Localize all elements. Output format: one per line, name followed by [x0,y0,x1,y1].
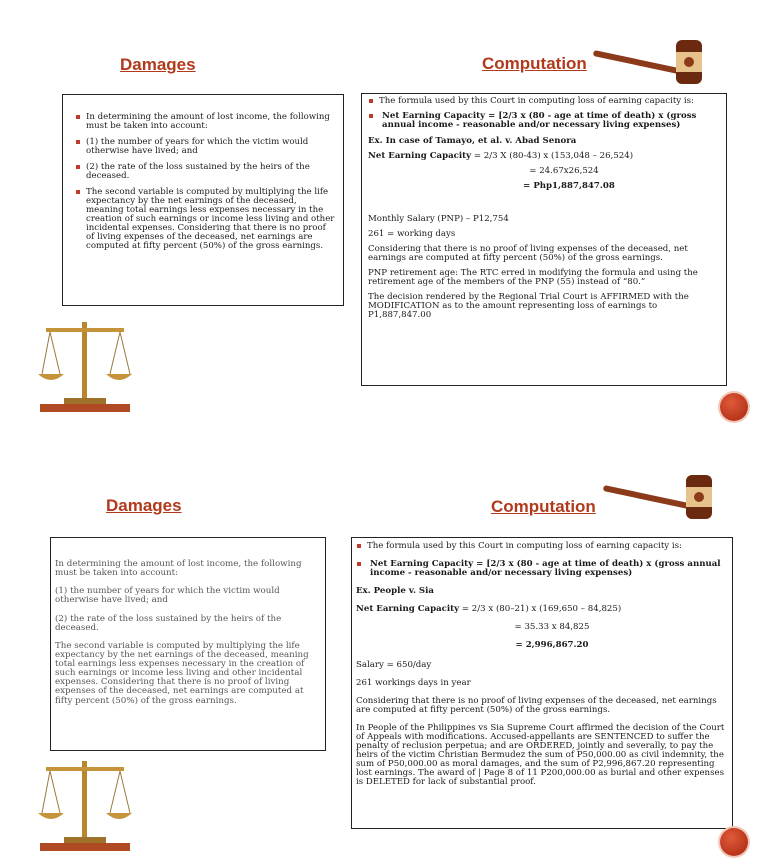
nec-result: = 2,996,867.20 [515,640,589,651]
damages-title: Damages [106,496,182,515]
damages-paragraph: (1) the number of years for which the victim would otherwise have lived; and [55,586,280,606]
nec-step-1: = 24.67x26,524 [529,166,599,177]
damages-item: (1) the number of years for which the victim would otherwise have lived; and [75,138,335,156]
formula-intro: The formula used by this Court in computing loss of earning capacity is: [368,97,720,106]
damages-item: In determining the amount of lost income, the following must be taken into account: [75,113,335,131]
case-name: Ex. In case of Tamayo, et al. v. Abad Senora [368,136,577,147]
decision-note: The decision rendered by the Regional Trial Court is AFFIRMED with the MODIFICATION as to the amount representing loss of earnings to P1,887,847.00 [368,292,689,321]
living-expenses-note: Considering that there is no proof of living expenses of the deceased, net earnings are computed at fifty percent (50%) of the gross earnings. [368,244,688,264]
damages-title: Damages [120,55,196,74]
working-days: 261 workings days in year [356,678,471,689]
working-days: 261 = working days [368,229,456,240]
formula-intro: The formula used by this Court in computing loss of earning capacity is: [356,542,728,551]
salary: Salary = 650/day [356,660,432,671]
damages-box [50,537,326,751]
monthly-salary: Monthly Salary (PNP) – P12,754 [368,214,509,225]
damages-item: (2) the rate of the loss sustained by the heirs of the deceased. [75,163,335,181]
slide-2 [0,433,768,866]
nec-result: = Php1,887,847.08 [523,181,615,192]
decorative-circle-icon [720,393,748,421]
nec-equation: Net Earning Capacity = 2/3 X (80-43) x (153,048 – 26,524) [368,151,634,162]
formula: Net Earning Capacity = [2/3 x (80 - age at time of death) x (gross annual income - reasonable and/or necessary living expenses) [368,112,720,130]
computation-title: Computation [491,497,596,516]
nec-step-1: = 35.33 x 84,825 [514,622,590,633]
gavel-icon [602,473,722,523]
damages-paragraph: The second variable is computed by multiplying the life expectancy by the net earnings of the deceased, meaning total earnings less expenses necessary in the creation of such earnings or income less living and other incidental expenses. Considering that there is no proof of living expenses of the deceased, net earnings are computed at fifty percent (50%) of the gross earnings. [55,640,309,706]
scales-of-justice-icon [36,753,134,851]
damages-paragraph: In determining the amount of lost income, the following must be taken into account: [55,559,302,579]
scales-of-justice-icon [36,314,134,412]
nec-equation: Net Earning Capacity = 2/3 x (80–21) x (169,650 – 84,825) [356,604,622,615]
case-name: Ex. People v. Sia [356,586,434,597]
damages-paragraph: (2) the rate of the loss sustained by the heirs of the deceased. [55,613,282,633]
computation-title: Computation [482,54,587,73]
gavel-icon [592,38,712,88]
damages-item: The second variable is computed by multiplying the life expectancy by the net earnings of the deceased, meaning total earnings less expenses necessary in the creation of such earnings or income less living and other incidental expenses. Considering that there is no proof of living expenses of the deceased, net earnings are computed at fifty percent (50%) of the gross earnings. [75,188,335,251]
damages-box [62,94,344,306]
formula: Net Earning Capacity = [2/3 x (80 - age at time of death) x (gross annual income - reasonable and/or necessary living expenses) [356,560,728,578]
decorative-circle-icon [720,828,748,856]
computation-box [361,93,727,386]
computation-box [351,537,733,829]
retirement-age-note: PNP retirement age: The RTC erred in modifying the formula and using the retirement age of the members of the PNP (55) instead of “80.” [368,268,698,288]
decision-note: In People of the Philippines vs Sia Supreme Court affirmed the decision of the Court of Appeals with modifications. Accused-appellants are SENTENCED to suffer the penalty of reclusion perpetua; and are ORDERED, jointly and severally, to pay the heirs of the victim Christian Bermudez the sum of P50,000.00 as civil indemnity, the sum of P50,000.00 as moral damages, and the sum of P2,996,867.20 representing lost earnings. The award of | Page 8 of 11 P200,000.00 as burial and other expenses is DELETED for lack of substantial proof. [356,723,725,788]
living-expenses-note: Considering that there is no proof of living expenses of the deceased, net earnings are computed at fifty percent (50%) of the gross earnings. [356,696,717,716]
